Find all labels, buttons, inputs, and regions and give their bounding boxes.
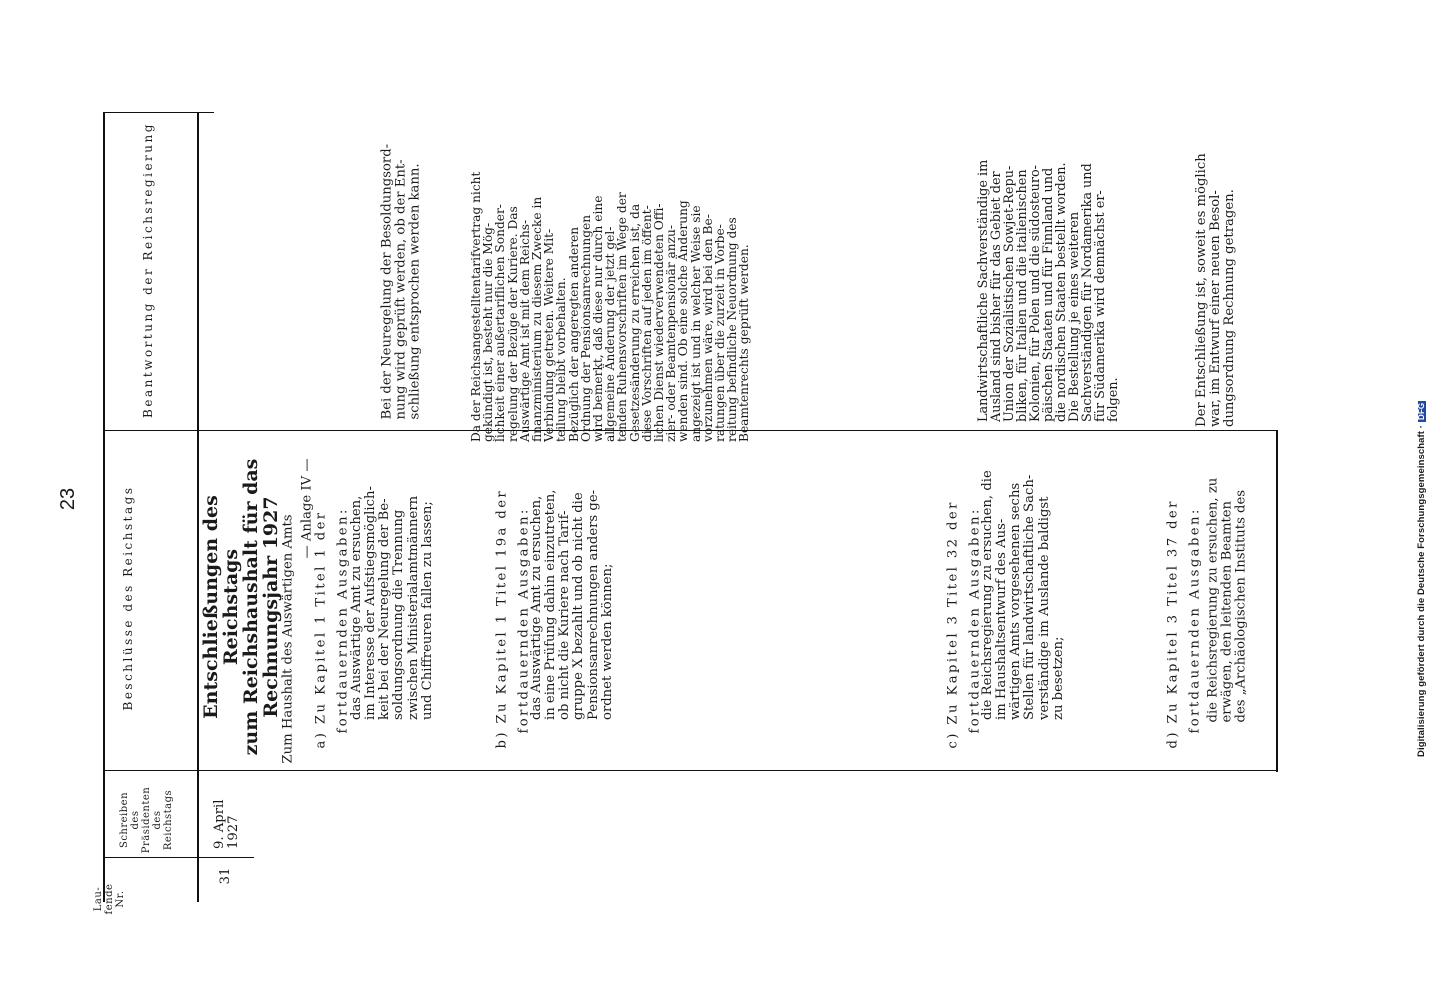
table-right-rule [1276,430,1278,772]
intro-appendix: — Anlage IV — [299,458,315,559]
entry-number: 31 [218,867,233,885]
credit-text: Digitalisierung gefördert durch die Deutsche Forschungsgemeinschaft · [1416,424,1427,757]
header-schreiben: Schreiben des Präsidenten des Reichstags [119,786,174,854]
answer-d: Der Entschließung ist, soweit es möglich war, im Entwurf einer neuen Besol- dungsordnung Rechnung getragen. [1194,153,1238,427]
item-a-text: das Auswärtige Amt zu ersuchen, im Interesse der Aufstiegsmöglich- keit bei der Neuregelung der Be- soldungsordnung die Trennung zwischen Ministerialamtmännern und Chiffreuren fallen zu lassen; [349,486,435,720]
item-b-text: das Auswärtige Amt zu ersuchen, in eine Prüfung dahin einzutreten, ob nicht die Kuriere nach Tarif- gruppe X bezahlt und ob nicht die Pensionsanrechnungen anders ge- ordnet werden können; [529,489,615,720]
column-divider-2 [104,770,1278,771]
digitization-credit [1417,17,1431,757]
item-a-heading: a) Zu Kapitel 1 Titel 1 der [313,510,329,749]
dfg-logo: DFG [1417,402,1426,420]
header-laufende-nr: Lau- fende Nr. [93,883,126,915]
answer-c: Landwirtschaftliche Sachverständige im Ausland sind bisher für das Gebiet der Union der Sozialistischen Sowjet-Repu- bliken, für Italien und die italienischen Kolonien, für Polen und die südosteuro- päischen Staaten und für Finnland und die nordischen Staaten bestellt worden. Die Bestellung je eines weiteren Sachverständigen für Nordamerika und für Südamerika wird demnächst er- folgen. [976,159,1122,422]
item-a-heading-cont: fortdauernden Ausgaben: [335,507,351,734]
item-c-heading-cont: fortdauernden Ausgaben: [967,507,983,734]
intro-line: Zum Haushalt des Auswärtigen Amts [280,514,296,764]
header-rule [197,112,199,902]
item-c-heading: c) Zu Kapitel 3 Titel 32 der [945,500,961,749]
entry-date: 9. April 1927 [212,799,242,849]
header-beschluesse: Beschlüsse des Reichstags [121,485,135,711]
answer-a: Bei der Neuregelung der Besoldungsord- nung wird geprüft werden, ob der Ent- schließung entsprochen werden kann. [379,143,423,420]
page-number: 23 [57,487,79,511]
answer-b: Da der Reichsangestelltentarifvertrag nicht gekündigt ist, besteht nur die Mög- lichkeit einer außertariflichen Sonder- regelung der Bezüge der Kuriere. Das Auswärtige Amt ist mit dem Reichs- finanzministerium zu diesem Zwecke in Verbindung getreten. Weitere Mit- teilung bleibt vorbehalten. Bezüglich der angeregten anderen Ordnung der Pensionsanrechnungen wird bemerkt, daß diese nur durch eine allgemeine Änderung der jetzt gel- tenden Ruhensvorschriften im Wege der Gesetzesänderung zu erreichen ist, da diese Vorschriften auf jeden im öffent- lichen Dienst wiederverwendeten Offi- zier- oder Beamtenpensionär anzu- wenden sind. Ob eine solche Änderung angezeigt ist und in welcher Weise sie vorzunehmen wäre, wird bei den Be- ratungen über die zurzeit in Vorbe- reitung befindliche Neuordnung des Beamtenrechts geprüft werden. [469,171,752,442]
table-top-line [104,112,214,113]
item-d-heading: d) Zu Kapitel 3 Titel 37 der [1165,499,1181,749]
item-c-text: die Reichsregierung zu ersuchen, die im Haushaltsentwurf des Aus- wärtigen Amts vorgesehenen sechs Stellen für landwirtschaftliche Sach- verständige im Auslande baldigst zu besetzen; [980,470,1066,720]
header-beantwortung: Beantwortung der Reichsregierung [141,122,155,418]
item-d-heading-cont: fortdauernden Ausgaben: [1187,507,1203,734]
item-b-heading: b) Zu Kapitel 1 Titel 19a der [494,488,510,749]
table-left-rule [103,112,105,902]
item-b-heading-cont: fortdauernden Ausgaben: [516,507,532,734]
resolution-title: Entschließungen des Reichstags zum Reichshaushalt für das Rechnungsjahr 1927 [200,458,282,756]
item-d-text: die Reichsregierung zu ersuchen, zu erwägen, den leitenden Beamten des „Archäologischen Instituts des [1205,477,1249,723]
